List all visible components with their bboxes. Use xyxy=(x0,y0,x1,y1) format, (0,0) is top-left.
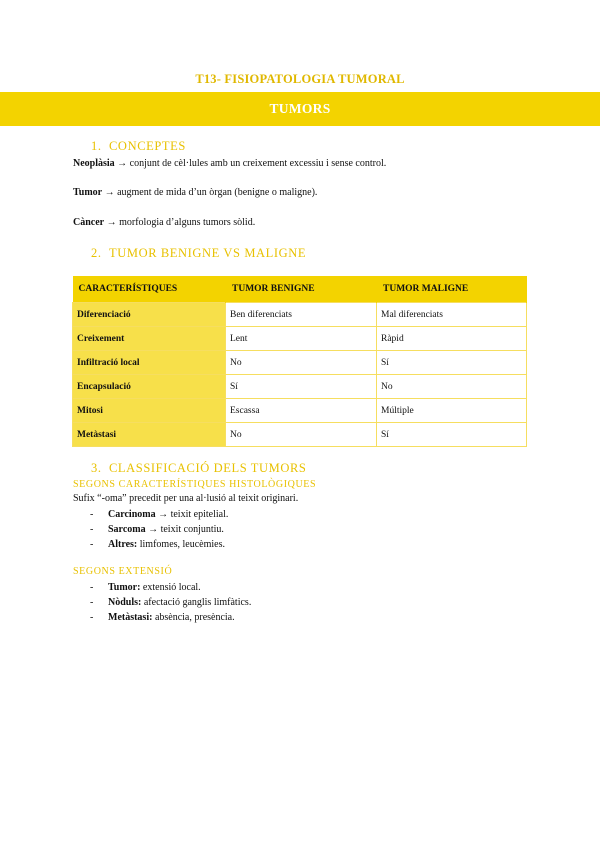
table-cell: Múltiple xyxy=(377,399,527,423)
list-item-text: limfomes, leucèmies. xyxy=(137,539,226,550)
section-number: 1. xyxy=(91,139,102,153)
column-header: CARACTERÍSTIQUES xyxy=(73,276,226,303)
definition-tumor xyxy=(73,187,317,199)
list-item-term: Carcinoma xyxy=(108,509,156,520)
list-item-term: Altres: xyxy=(108,539,138,550)
section-heading-classification xyxy=(91,461,306,476)
list-item-term: Tumor: xyxy=(108,582,141,593)
table-row xyxy=(73,399,527,423)
comparison-table xyxy=(72,276,527,447)
table-cell: Lent xyxy=(226,327,377,351)
list-item: - Sarcoma → teixit conjuntiu. xyxy=(90,524,224,535)
row-label: Metàstasi xyxy=(73,423,226,447)
histologic-intro: Sufix “-oma” precedit per una al·lusió al teixit originari. xyxy=(73,493,299,504)
column-header: TUMOR BENIGNE xyxy=(226,276,377,303)
subheading-extension: SEGONS EXTENSIÓ xyxy=(73,566,173,577)
list-item-text: afectació ganglis limfàtics. xyxy=(141,597,252,608)
list-item: - Carcinoma → teixit epitelial. xyxy=(90,509,229,520)
table-cell: Sí xyxy=(226,375,377,399)
table-row xyxy=(73,303,527,327)
list-item: - Tumor: extensió local. xyxy=(90,582,201,593)
definition-text: → conjunt de cèl·lules amb un creixement excessiu i sense control. xyxy=(114,158,387,169)
row-label: Infiltració local xyxy=(73,351,226,375)
section-title: TUMOR BENIGNE VS MALIGNE xyxy=(109,246,307,260)
list-item: - Nòduls: afectació ganglis limfàtics. xyxy=(90,597,252,608)
row-label: Creixement xyxy=(73,327,226,351)
definition-cancer xyxy=(73,217,255,229)
list-item-text: absència, presència. xyxy=(152,612,235,623)
histologic-list xyxy=(90,507,228,552)
definition-term: Càncer xyxy=(73,217,105,228)
table-row xyxy=(73,375,527,399)
table-cell: Mal diferenciats xyxy=(377,303,527,327)
list-item-text: → teixit epitelial. xyxy=(155,509,229,520)
definition-neoplasia xyxy=(73,158,386,170)
list-item: - Metàstasi: absència, presència. xyxy=(90,612,235,623)
table-cell: No xyxy=(226,351,377,375)
table-cell: Escassa xyxy=(226,399,377,423)
table-cell: Ràpid xyxy=(377,327,527,351)
list-item-text: → teixit conjuntiu. xyxy=(145,524,224,535)
section-title: CLASSIFICACIÓ DELS TUMORS xyxy=(109,461,307,475)
table-header-row xyxy=(73,276,527,303)
row-label: Mitosi xyxy=(73,399,226,423)
section-title: CONCEPTES xyxy=(109,139,186,153)
table-cell: No xyxy=(377,375,527,399)
list-item-term: Metàstasi: xyxy=(108,612,153,623)
section-heading-concepts xyxy=(91,139,186,154)
column-header: TUMOR MALIGNE xyxy=(377,276,527,303)
subheading-histologic: SEGONS CARACTERÍSTIQUES HISTOLÒGIQUES xyxy=(73,479,317,490)
definition-text: → morfologia d’alguns tumors sòlid. xyxy=(104,217,256,228)
document-title: T13- FISIOPATOLOGIA TUMORAL xyxy=(195,72,405,86)
row-label: Diferenciació xyxy=(73,303,226,327)
list-item: - Altres: limfomes, leucèmies. xyxy=(90,539,226,550)
title-banner xyxy=(0,92,600,126)
banner-title: TUMORS xyxy=(269,101,331,116)
list-item-term: Nòduls: xyxy=(108,597,142,608)
row-label: Encapsulació xyxy=(73,375,226,399)
table-cell: Ben diferenciats xyxy=(226,303,377,327)
table-cell: Sí xyxy=(377,351,527,375)
extension-list xyxy=(90,580,251,625)
section-heading-benign-vs-malignant xyxy=(91,246,306,261)
table-row xyxy=(73,327,527,351)
definition-text: → augment de mida d’un òrgan (benigne o maligne). xyxy=(102,187,318,198)
table-row xyxy=(73,423,527,447)
table-cell: Sí xyxy=(377,423,527,447)
list-item-text: extensió local. xyxy=(140,582,201,593)
list-item-term: Sarcoma xyxy=(108,524,146,535)
section-number: 2. xyxy=(91,246,102,260)
table-row xyxy=(73,351,527,375)
definition-term: Neoplàsia xyxy=(73,158,115,169)
definition-term: Tumor xyxy=(73,187,103,198)
table-cell: No xyxy=(226,423,377,447)
section-number: 3. xyxy=(91,461,102,475)
